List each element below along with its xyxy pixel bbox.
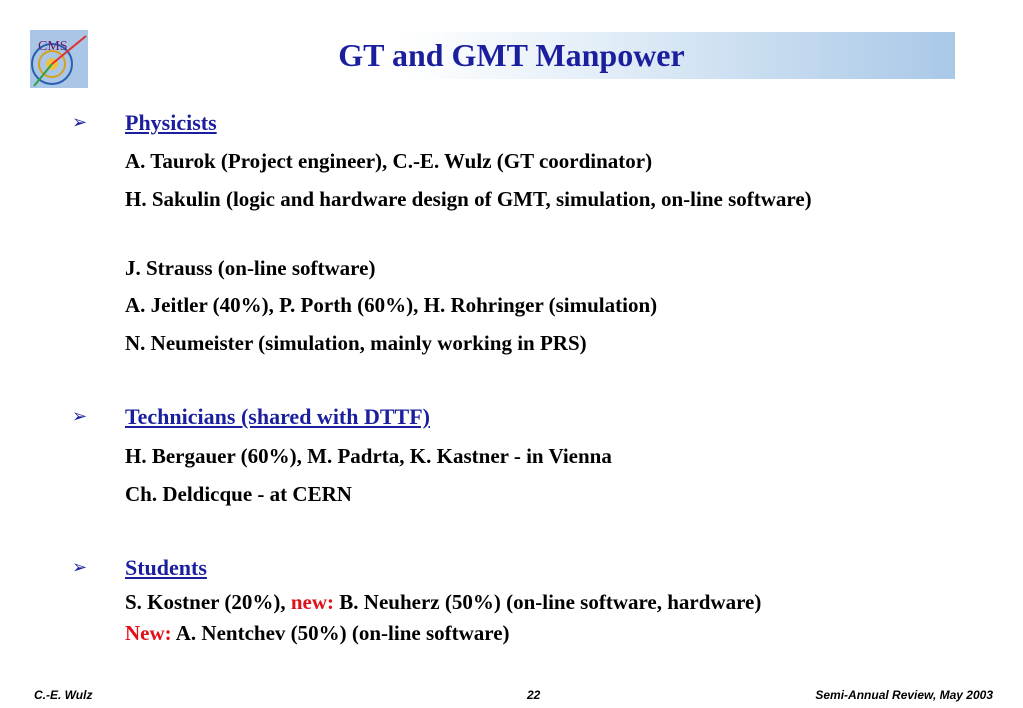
new-label: New: — [125, 621, 172, 645]
section-heading-students[interactable]: Students — [125, 555, 207, 580]
section-heading-physicists[interactable]: Physicists — [125, 110, 217, 135]
bullet-arrow-icon: ➢ — [72, 112, 88, 133]
list-item: A. Jeitler (40%), P. Porth (60%), H. Rohringer (simulation) — [125, 293, 658, 317]
student-text: S. Kostner (20%), — [125, 590, 291, 614]
list-item: N. Neumeister (simulation, mainly working in PRS) — [125, 331, 587, 355]
list-item-students-2 — [125, 618, 925, 649]
logo-text: CMS — [38, 39, 68, 54]
list-item: H. Sakulin (logic and hardware design of GMT, simulation, on-line software) — [125, 187, 812, 211]
new-label: new: — [290, 590, 335, 614]
slide-title: GT and GMT Manpower — [338, 37, 685, 73]
student-text: A. Nentchev (50%) (on-line software) — [171, 621, 510, 645]
bullet-arrow-icon: ➢ — [72, 406, 88, 427]
bullet-arrow-icon: ➢ — [72, 557, 88, 578]
list-item: J. Strauss (on-line software) — [125, 256, 376, 280]
student-text: B. Neuherz (50%) (on-line software, hardware) — [334, 590, 762, 614]
footer-page-number: 22 — [527, 688, 541, 702]
footer-event: Semi-Annual Review, May 2003 — [815, 688, 993, 702]
list-item-students-1 — [125, 587, 925, 618]
list-item: A. Taurok (Project engineer), C.-E. Wulz (GT coordinator) — [125, 149, 653, 173]
list-item: Ch. Deldicque - at CERN — [125, 482, 352, 506]
footer-author: C.-E. Wulz — [34, 688, 93, 702]
section-heading-technicians[interactable]: Technicians (shared with DTTF) — [125, 404, 430, 429]
list-item: H. Bergauer (60%), M. Padrta, K. Kastner - in Vienna — [125, 444, 612, 468]
